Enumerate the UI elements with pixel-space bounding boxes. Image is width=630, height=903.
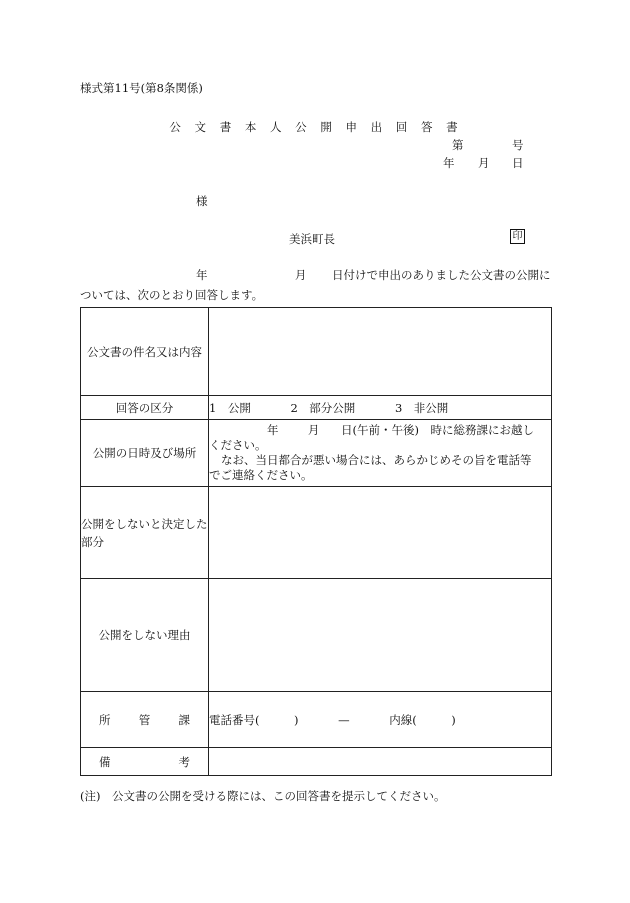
place-line4: でご連絡ください。 — [209, 468, 313, 482]
date-month: 月 — [478, 156, 490, 170]
label-department-char1: 所 — [99, 712, 111, 727]
intro-text: 日付けで申出のありました公文書の公開については、次のとおり回答します。 — [80, 268, 551, 302]
answer-form-table — [80, 307, 552, 776]
place-line2: ください。 — [209, 438, 267, 452]
label-place: 公開の日時及び場所 — [81, 420, 209, 487]
place-time: 日(午前・午後) 時に総務課にお越し — [340, 423, 534, 437]
document-title: 公 文 書 本 人 公 開 申 出 回 答 書 — [169, 120, 463, 134]
phone-label[interactable]: 電話番号( ) — [209, 712, 299, 727]
label-reason: 公開をしない理由 — [81, 579, 209, 692]
value-place — [209, 420, 552, 487]
label-nondisclosed: 公開をしないと決定した部分 — [81, 487, 209, 579]
row-place — [81, 420, 552, 487]
row-reason — [81, 579, 552, 692]
option-disclose[interactable]: 1 公開 — [209, 400, 251, 415]
row-answer — [81, 396, 552, 420]
row-department — [81, 692, 552, 748]
place-year: 年 — [267, 423, 279, 437]
number-dai: 第 — [452, 138, 464, 152]
label-remarks-char2: 考 — [178, 754, 190, 769]
label-department-char3: 課 — [178, 712, 190, 727]
answer-options — [209, 396, 552, 420]
footnote: (注) 公文書の公開を受ける際には、この回答書を提示してください。 — [80, 789, 446, 803]
intro-month: 月 — [294, 268, 307, 282]
row-remarks — [81, 748, 552, 776]
seal-mark: 印 — [510, 229, 525, 244]
value-department — [209, 692, 552, 748]
date-year: 年 — [443, 156, 455, 170]
option-nondisclose[interactable]: 3 非公開 — [394, 400, 449, 415]
recipient-suffix: 様 — [196, 194, 208, 208]
intro-year: 年 — [196, 268, 208, 282]
label-department — [81, 692, 209, 748]
label-remarks — [81, 748, 209, 776]
value-subject[interactable] — [209, 308, 552, 396]
number-go: 号 — [512, 138, 524, 152]
phone-dash: — — [338, 712, 350, 727]
row-subject — [81, 308, 552, 396]
label-answer: 回答の区分 — [81, 396, 209, 420]
date-day: 日 — [512, 156, 524, 170]
form-number: 様式第11号(第8条関係) — [80, 81, 203, 95]
extension-label[interactable]: 内線( ) — [389, 712, 456, 727]
option-partial[interactable]: 2 部分公開 — [290, 400, 356, 415]
label-department-char2: 管 — [138, 712, 151, 727]
row-nondisclosed — [81, 487, 552, 579]
value-nondisclosed[interactable] — [209, 487, 552, 579]
value-reason[interactable] — [209, 579, 552, 692]
place-month: 月 — [307, 423, 320, 437]
place-line3: なお、当日都合が悪い場合には、あらかじめその旨を電話等 — [221, 453, 532, 467]
label-subject: 公文書の件名又は内容 — [81, 308, 209, 396]
label-remarks-char1: 備 — [99, 754, 111, 769]
intro-paragraph — [80, 265, 552, 305]
value-remarks[interactable] — [209, 748, 552, 776]
sender-name: 美浜町長 — [289, 232, 335, 246]
